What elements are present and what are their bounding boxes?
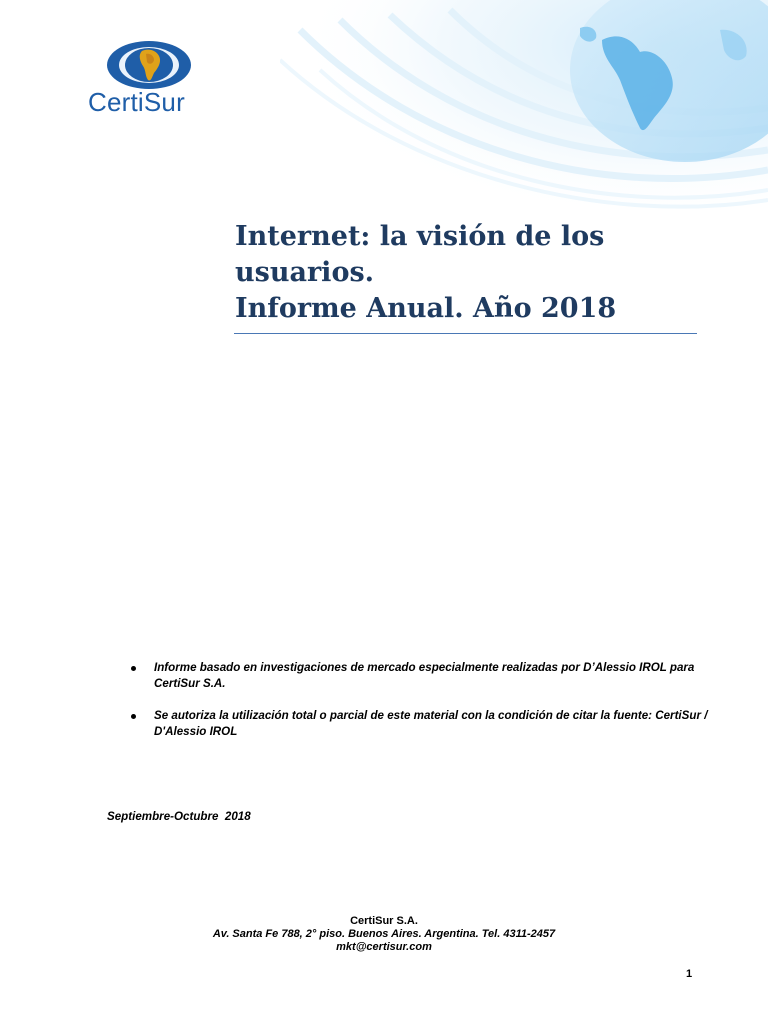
- footer-company: CertiSur S.A.: [350, 915, 418, 927]
- certisur-logo: [88, 40, 228, 120]
- footer-email: mkt@certisur.com: [336, 941, 432, 953]
- report-date: Septiembre-Octubre 2018: [107, 810, 251, 823]
- globe-eye-icon: [106, 40, 192, 90]
- list-item: [128, 660, 708, 692]
- brand-name: CertiSur: [88, 87, 185, 117]
- page-number: 1: [686, 968, 693, 980]
- title-line-3: Informe Anual. Año 2018: [235, 293, 617, 324]
- list-item: [128, 708, 708, 740]
- page-footer: [0, 915, 768, 954]
- report-title: [235, 219, 697, 327]
- title-line-1: Internet: la visión de los: [235, 221, 605, 252]
- notes-list: [128, 660, 708, 756]
- footer-address: Av. Santa Fe 788, 2° piso. Buenos Aires. Argentina. Tel. 4311-2457: [212, 928, 556, 940]
- bullet-icon: [131, 666, 136, 671]
- title-underline: [234, 333, 697, 334]
- note-text: Informe basado en investigaciones de mercado especialmente realizadas por D’Alessio IROL para CertiSur S.A.: [154, 661, 695, 690]
- bullet-icon: [131, 714, 136, 719]
- note-text: Se autoriza la utilización total o parcial de este material con la condición de citar la fuente: CertiSur / D'Alessio IROL: [154, 709, 708, 738]
- globe-swoosh-icon: [280, 0, 768, 230]
- title-line-2: usuarios.: [235, 257, 375, 288]
